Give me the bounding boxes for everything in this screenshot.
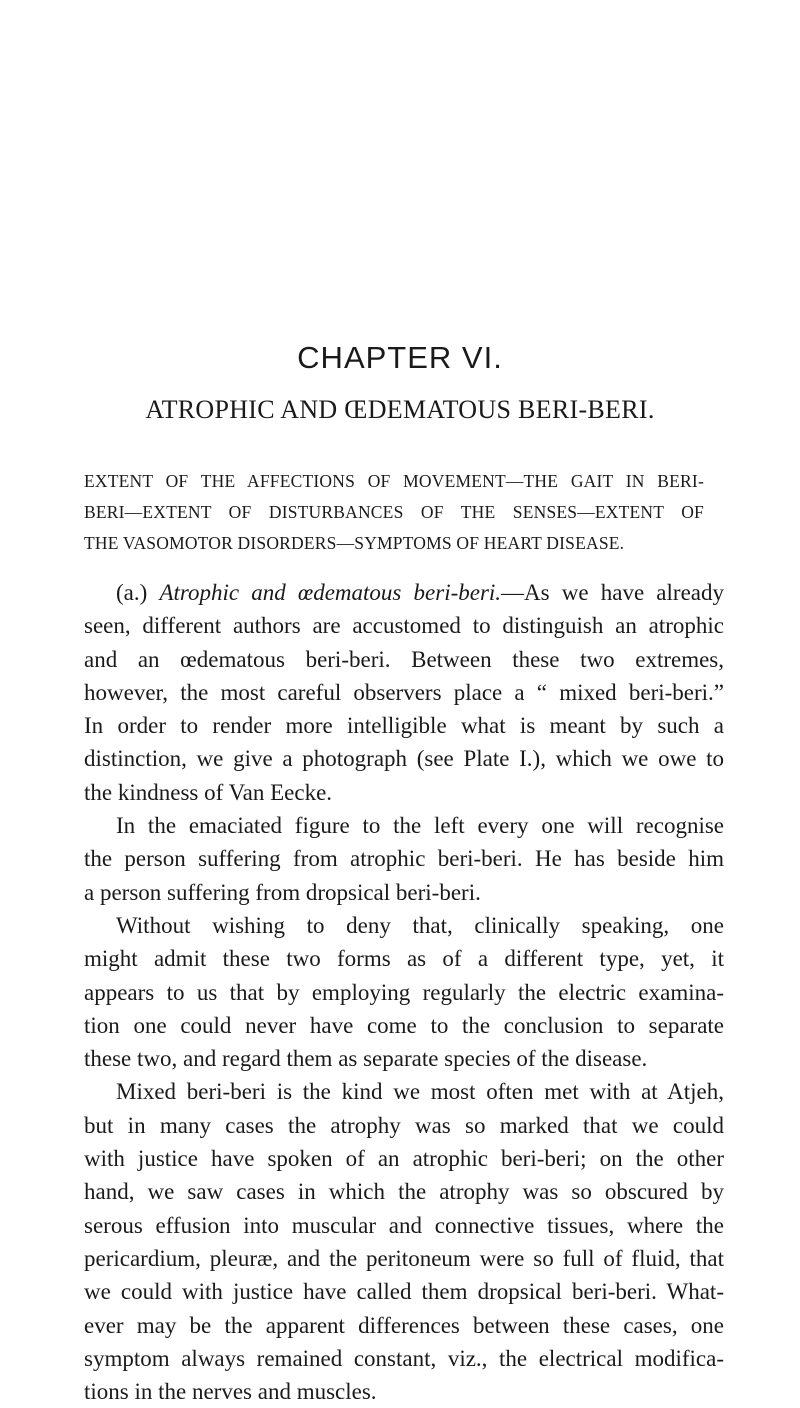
body-line: —As we have already <box>501 580 724 605</box>
body-line: distinction, we give a photograph (see Plate I.), which we owe to <box>84 746 724 772</box>
body-line: but in many cases the atrophy was so marked that we could <box>84 1112 724 1138</box>
section-label: (a.) <box>116 580 148 605</box>
section-opening-line <box>84 576 724 609</box>
body-line: In the emaciated figure to the left every one will recognise <box>116 813 724 839</box>
body-line: with justice have spoken of an atrophic beri-beri; on the other <box>84 1146 724 1172</box>
body-line: however, the most careful observers place a “ mixed beri-beri.” <box>84 679 724 705</box>
body-line: we could with justice have called them dropsical beri-beri. What- <box>84 1279 724 1305</box>
body-line: seen, different authors are accustomed to distinguish an atrophic <box>84 613 724 639</box>
body-line: the person suffering from atrophic beri-beri. He has beside him <box>84 846 724 872</box>
body-line: ever may be the apparent differences between these cases, one <box>84 1312 724 1338</box>
body-line: Mixed beri-beri is the kind we most often met with at Atjeh, <box>116 1079 724 1105</box>
body-line: tion one could never have come to the conclusion to separate <box>84 1012 724 1038</box>
body-line: a person suffering from dropsical beri-beri. <box>84 879 481 905</box>
body-line: Without wishing to deny that, clinically speaking, one <box>116 912 724 938</box>
synopsis-line: THE VASOMOTOR DISORDERS—SYMPTOMS OF HEART DISEASE. <box>84 533 625 553</box>
body-line: these two, and regard them as separate species of the disease. <box>84 1046 648 1072</box>
body-line: appears to us that by employing regularly the electric examina- <box>84 979 724 1005</box>
synopsis-line: EXTENT OF THE AFFECTIONS OF MOVEMENT—THE GAIT IN BERI- <box>84 471 704 491</box>
body-line: In order to render more intelligible what is meant by such a <box>84 713 724 739</box>
body-line: hand, we saw cases in which the atrophy was so obscured by <box>84 1179 724 1205</box>
chapter-heading: ATROPHIC AND ŒDEMATOUS BERI-BERI. <box>145 395 655 424</box>
chapter-synopsis <box>84 466 704 559</box>
body-line: symptom always remained constant, viz., the electrical modifica- <box>84 1345 724 1371</box>
body-line: tions in the nerves and muscles. <box>84 1379 377 1405</box>
body-line: might admit these two forms as of a different type, yet, it <box>84 946 724 972</box>
section-title: Atrophic and œdematous beri-beri. <box>159 580 502 605</box>
body-line: and an œdematous beri-beri. Between these two extremes, <box>84 646 724 672</box>
chapter-title: CHAPTER VI. <box>297 340 503 375</box>
synopsis-line: BERI—EXTENT OF DISTURBANCES OF THE SENSES—EXTENT OF <box>84 502 704 522</box>
body-line: pericardium, pleuræ, and the peritoneum were so full of fluid, that <box>84 1245 724 1271</box>
body-line: the kindness of Van Eecke. <box>84 779 333 805</box>
body-line: serous effusion into muscular and connective tissues, where the <box>84 1212 724 1238</box>
body-text <box>84 576 724 1408</box>
